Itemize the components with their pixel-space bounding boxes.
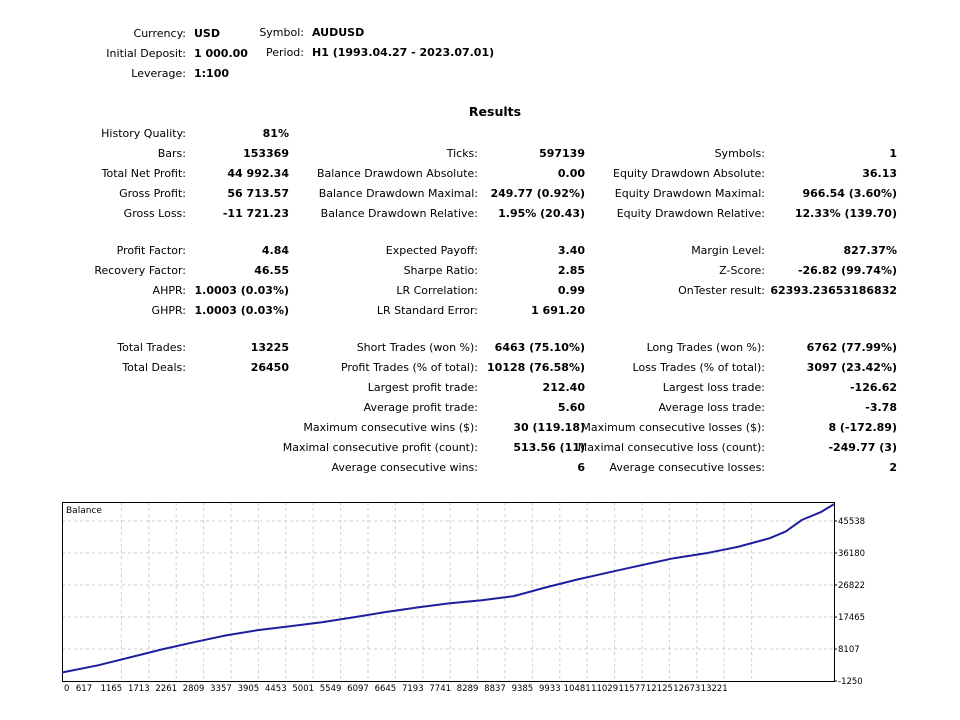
- stat-label: Gross Loss:: [123, 207, 186, 220]
- period-value: H1 (1993.04.27 - 2023.07.01): [312, 46, 495, 59]
- stat-label: Largest profit trade:: [367, 381, 478, 394]
- stat-value: 12.33% (139.70): [794, 207, 897, 220]
- stat-value: 2: [889, 461, 897, 474]
- stat-value: 30 (119.18): [513, 421, 585, 434]
- period-label: Period:: [265, 46, 304, 59]
- x-tick-label: 6645: [374, 684, 397, 694]
- symbol-value: AUDUSD: [312, 26, 365, 39]
- stat-label: LR Correlation:: [396, 284, 478, 297]
- x-tick-label: 617: [75, 684, 93, 694]
- stat-value: 8 (-172.89): [828, 421, 897, 434]
- stat-label: Recovery Factor:: [94, 264, 186, 277]
- currency-value: USD: [194, 27, 220, 40]
- stat-value: 212.40: [542, 381, 585, 394]
- stat-value: 6: [577, 461, 585, 474]
- stat-value: 6463 (75.10%): [494, 341, 585, 354]
- x-tick-label: 2261: [155, 684, 178, 694]
- x-tick-label: 1713: [127, 684, 150, 694]
- stat-label: Symbols:: [714, 147, 765, 160]
- stat-label: Bars:: [157, 147, 186, 160]
- balance-line: [62, 504, 834, 672]
- stat-label: Maximal consecutive loss (count):: [577, 441, 765, 454]
- stat-label: Z-Score:: [719, 264, 765, 277]
- x-tick-label: 12125: [645, 684, 673, 694]
- results-title: Results: [468, 104, 522, 119]
- stat-value: 0.00: [557, 167, 585, 180]
- stat-label: Profit Factor:: [116, 244, 186, 257]
- stat-label: OnTester result:: [678, 284, 765, 297]
- stat-label: Total Deals:: [122, 361, 186, 374]
- x-tick-label: 9385: [511, 684, 534, 694]
- stat-value: 26450: [250, 361, 289, 374]
- x-tick-label: 0: [64, 684, 70, 694]
- x-tick-label: 11029: [591, 684, 619, 694]
- stat-value: 62393.23653186832: [770, 284, 897, 297]
- stat-label: Maximum consecutive losses ($):: [581, 421, 765, 434]
- stat-label: Ticks:: [446, 147, 478, 160]
- x-tick-label: 5001: [292, 684, 315, 694]
- x-tick-label: 3357: [210, 684, 232, 694]
- stat-value: 13225: [250, 341, 289, 354]
- stat-value: 249.77 (0.92%): [490, 187, 585, 200]
- x-tick-label: 13221: [700, 684, 728, 694]
- stat-label: Long Trades (won %):: [646, 341, 765, 354]
- stat-label: Maximum consecutive wins ($):: [303, 421, 478, 434]
- stat-label: Average consecutive wins:: [331, 461, 478, 474]
- y-tick-label: 17465: [838, 613, 866, 623]
- stat-label: Profit Trades (% of total):: [340, 361, 478, 374]
- stat-value: 827.37%: [843, 244, 897, 257]
- stat-value: 3097 (23.42%): [806, 361, 897, 374]
- x-tick-label: 7741: [429, 684, 452, 694]
- stat-value: 36.13: [862, 167, 897, 180]
- stat-label: Equity Drawdown Relative:: [616, 207, 765, 220]
- stat-value: 1.0003 (0.03%): [194, 304, 289, 317]
- stat-value: 44 992.34: [227, 167, 289, 180]
- stat-label: Sharpe Ratio:: [403, 264, 478, 277]
- stat-value: 56 713.57: [227, 187, 289, 200]
- stat-label: Average profit trade:: [363, 401, 478, 414]
- stat-label: Margin Level:: [691, 244, 765, 257]
- stat-label: Maximal consecutive profit (count):: [282, 441, 478, 454]
- stat-value: 1 691.20: [531, 304, 585, 317]
- stat-label: GHPR:: [151, 304, 186, 317]
- stat-value: 81%: [262, 127, 289, 140]
- stat-value: 966.54 (3.60%): [802, 187, 897, 200]
- y-tick-label: 45538: [838, 517, 866, 527]
- x-tick-label: 2809: [182, 684, 205, 694]
- stat-value: -3.78: [865, 401, 897, 414]
- x-tick-label: 10481: [563, 684, 591, 694]
- symbol-label: Symbol:: [259, 26, 304, 39]
- stat-value: 0.99: [557, 284, 585, 297]
- stat-label: Balance Drawdown Absolute:: [316, 167, 478, 180]
- chart-frame: [63, 503, 835, 682]
- x-tick-label: 6097: [347, 684, 369, 694]
- x-tick-label: 8289: [456, 684, 479, 694]
- stat-label: Gross Profit:: [119, 187, 186, 200]
- deposit-value: 1 000.00: [194, 47, 248, 60]
- stat-value: -126.62: [849, 381, 897, 394]
- x-tick-label: 7193: [401, 684, 424, 694]
- stat-value: 1.95% (20.43): [498, 207, 585, 220]
- x-tick-label: 11577: [618, 684, 646, 694]
- stat-value: 597139: [539, 147, 585, 160]
- x-tick-label: 5549: [319, 684, 342, 694]
- stat-label: Equity Drawdown Maximal:: [614, 187, 765, 200]
- stat-value: 513.56 (11): [513, 441, 585, 454]
- stat-value: 3.40: [557, 244, 585, 257]
- stat-label: Total Trades:: [117, 341, 186, 354]
- stat-label: Balance Drawdown Relative:: [320, 207, 478, 220]
- stat-value: 5.60: [557, 401, 585, 414]
- deposit-label: Initial Deposit:: [106, 47, 186, 60]
- stat-value: 10128 (76.58%): [487, 361, 585, 374]
- stat-value: 1: [889, 147, 897, 160]
- stat-label: History Quality:: [101, 127, 186, 140]
- stat-label: Average consecutive losses:: [609, 461, 765, 474]
- stat-value: 2.85: [557, 264, 585, 277]
- x-tick-label: 12673: [673, 684, 701, 694]
- stat-value: -249.77 (3): [828, 441, 897, 454]
- stat-value: 1.0003 (0.03%): [194, 284, 289, 297]
- stat-label: Loss Trades (% of total):: [632, 361, 765, 374]
- stat-value: 6762 (77.99%): [806, 341, 897, 354]
- stat-value: -11 721.23: [222, 207, 289, 220]
- leverage-value: 1:100: [194, 67, 230, 80]
- x-tick-label: 1165: [100, 684, 123, 694]
- stat-label: LR Standard Error:: [376, 304, 478, 317]
- x-tick-label: 8837: [484, 684, 506, 694]
- stat-label: Equity Drawdown Absolute:: [613, 167, 765, 180]
- stat-label: Average loss trade:: [658, 401, 765, 414]
- leverage-label: Leverage:: [131, 67, 186, 80]
- stat-label: Balance Drawdown Maximal:: [318, 187, 478, 200]
- y-tick-label: -1250: [838, 677, 863, 687]
- chart-title: Balance: [66, 506, 102, 516]
- stat-label: AHPR:: [152, 284, 186, 297]
- x-tick-label: 3905: [237, 684, 260, 694]
- y-tick-label: 8107: [838, 645, 860, 655]
- stat-label: Expected Payoff:: [385, 244, 478, 257]
- stat-label: Total Net Profit:: [101, 167, 186, 180]
- x-tick-label: 9933: [538, 684, 561, 694]
- currency-label: Currency:: [133, 27, 186, 40]
- y-tick-label: 36180: [838, 549, 866, 559]
- stat-value: 46.55: [254, 264, 289, 277]
- stat-label: Short Trades (won %):: [356, 341, 478, 354]
- y-tick-label: 26822: [838, 581, 866, 591]
- stat-label: Largest loss trade:: [662, 381, 765, 394]
- stat-value: 153369: [243, 147, 289, 160]
- x-tick-label: 4453: [264, 684, 287, 694]
- stat-value: -26.82 (99.74%): [797, 264, 897, 277]
- stat-value: 4.84: [261, 244, 289, 257]
